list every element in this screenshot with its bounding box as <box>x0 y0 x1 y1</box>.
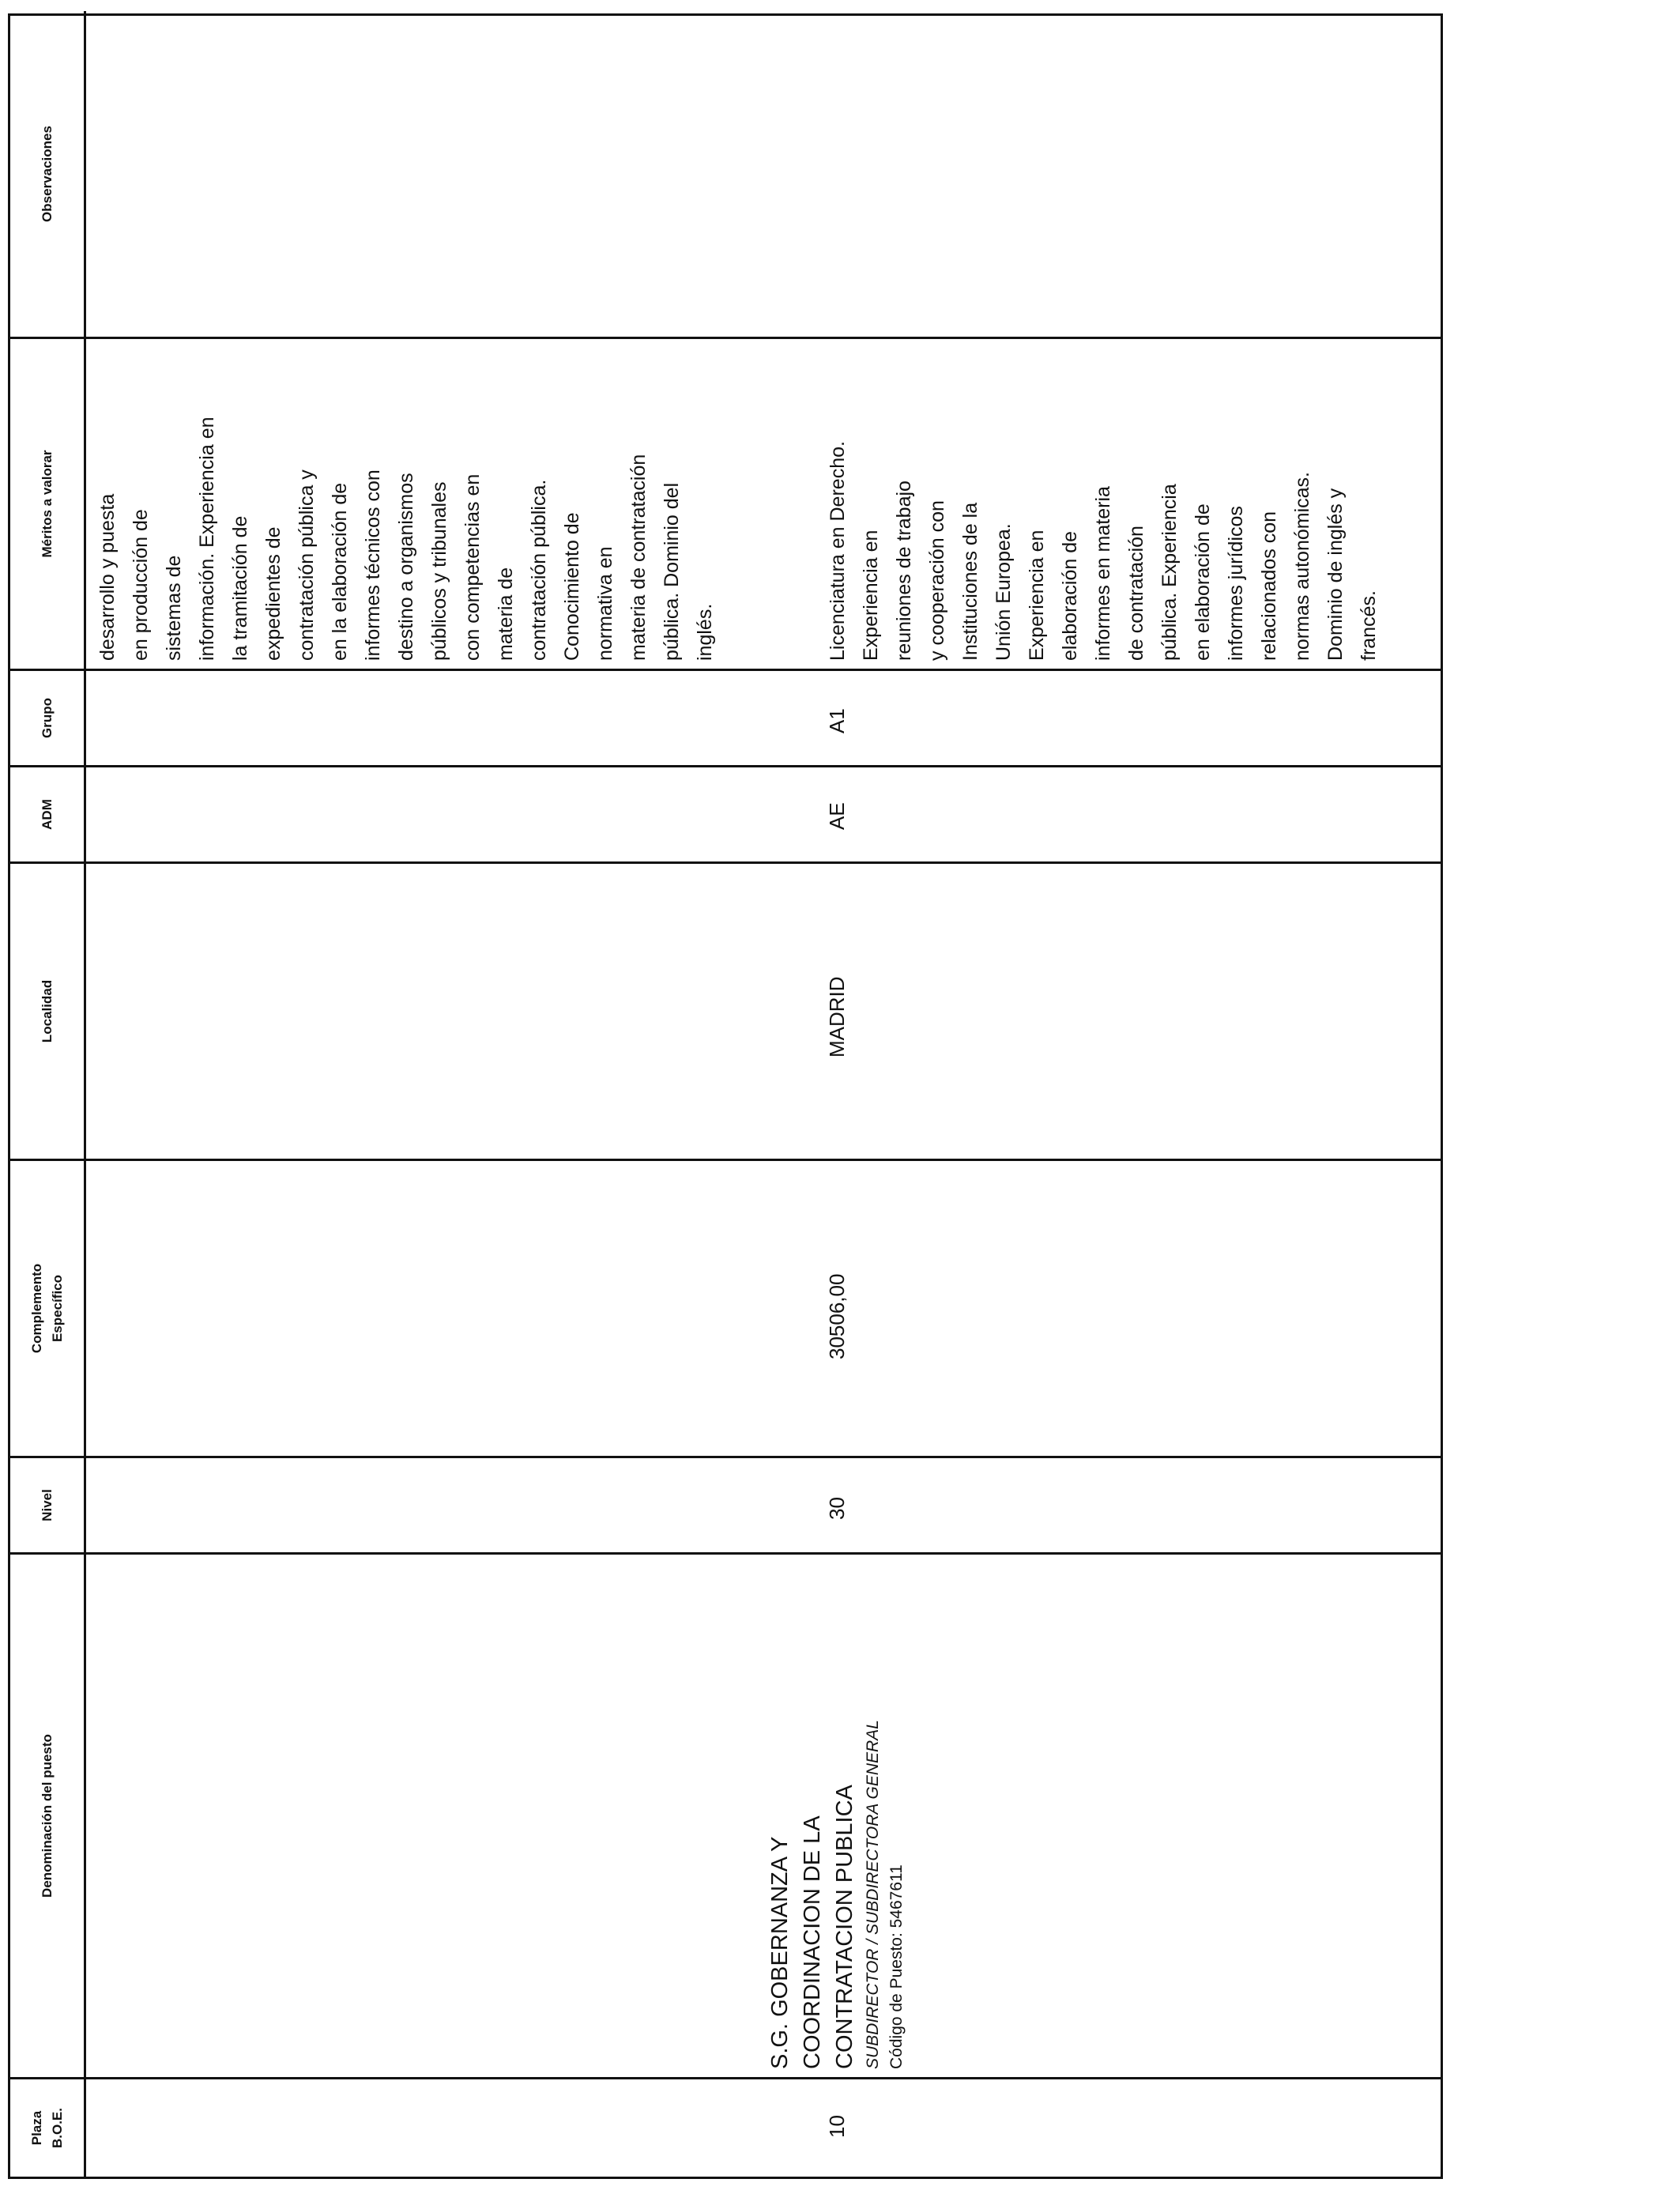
merit-line: informes jurídicos <box>1225 506 1247 661</box>
header-complemento-label: Complemento Específico <box>28 1263 65 1354</box>
cell-grupo <box>86 669 1441 765</box>
denominacion-block <box>764 1720 909 2069</box>
header-complemento <box>10 1159 86 1456</box>
merit-line: normativa en <box>594 546 616 661</box>
complemento-value: 30506,00 <box>825 1273 849 1359</box>
merit-line: públicos y tribunales <box>428 481 450 661</box>
merit-line: información. Experiencia en <box>196 417 218 661</box>
header-observaciones <box>10 11 86 337</box>
merit-line: sistemas de <box>163 555 185 661</box>
header-meritos <box>10 337 86 669</box>
header-localidad-label: Localidad <box>39 979 55 1043</box>
header-observaciones-label: Observaciones <box>39 126 55 222</box>
merit-line: informes en materia <box>1092 486 1114 661</box>
unit-line: S.G. GOBERNANZA Y <box>767 1836 793 2069</box>
merit-line: con competencias en <box>461 473 484 661</box>
header-denominacion-label: Denominación del puesto <box>39 1734 55 1898</box>
merit-line: inglés. <box>694 603 716 661</box>
merit-line: contratación pública. <box>528 479 550 661</box>
merit-line: la tramitación de <box>229 515 251 661</box>
cell-denominacion <box>86 1552 1441 2077</box>
header-adm-label: ADM <box>39 799 55 830</box>
unit-line: CONTRATACION PUBLICA <box>832 1785 857 2069</box>
merit-line: Experiencia en <box>860 530 882 661</box>
cell-complemento <box>86 1159 1441 1456</box>
merit-line: relacionados con <box>1258 511 1280 661</box>
header-meritos-label: Méritos a valorar <box>39 450 55 558</box>
vacancies-table <box>8 13 1443 2179</box>
header-nivel-label: Nivel <box>39 1489 55 1521</box>
cell-adm <box>86 765 1441 861</box>
merit-line: materia de <box>495 567 517 661</box>
merit-line: Dominio de inglés y <box>1324 488 1347 661</box>
merit-line: y cooperación con <box>926 500 948 661</box>
adm-value: AE <box>825 802 849 830</box>
header-denominacion <box>10 1552 86 2077</box>
merit-line: informes técnicos con <box>362 469 384 661</box>
header-localidad <box>10 861 86 1159</box>
meritos-continuation <box>91 417 721 662</box>
cell-nivel <box>86 1456 1441 1552</box>
cell-meritos <box>86 337 1441 669</box>
grupo-value: A1 <box>825 708 849 733</box>
merit-line: reuniones de trabajo <box>893 481 915 661</box>
merit-line: materia de contratación <box>627 454 650 661</box>
merit-line: de contratación <box>1125 526 1147 661</box>
merit-line: elaboración de <box>1059 530 1081 661</box>
merit-line: Licenciatura en Derecho. <box>827 441 849 661</box>
puesto-code: Código de Puesto: 5467611 <box>887 1864 906 2069</box>
merit-line: en producción de <box>130 509 152 661</box>
meritos-block <box>821 441 1385 661</box>
header-adm <box>10 765 86 861</box>
merit-line: normas autonómicas. <box>1291 471 1313 661</box>
merit-line: en elaboración de <box>1192 503 1214 661</box>
nivel-value: 30 <box>825 1497 849 1520</box>
merit-line: expedientes de <box>262 526 284 661</box>
merit-line: Experiencia en <box>1026 530 1048 661</box>
cell-plaza <box>86 2077 1441 2177</box>
merit-line: pública. Dominio del <box>661 482 683 661</box>
header-nivel <box>10 1456 86 1552</box>
merit-line: desarrollo y puesta <box>96 493 119 661</box>
merit-line: Conocimiento de <box>561 512 583 661</box>
cell-observaciones <box>86 11 1441 337</box>
merit-line: Instituciones de la <box>959 502 981 661</box>
merit-line: Unión Europea. <box>993 523 1015 661</box>
unit-line: COORDINACION DE LA <box>800 1815 825 2069</box>
merit-line: francés. <box>1358 590 1380 661</box>
merit-line: destino a organismos <box>395 473 417 661</box>
cell-localidad <box>86 861 1441 1159</box>
puesto-name: SUBDIRECTOR / SUBDIRECTORA GENERAL <box>864 1720 882 2069</box>
plaza-number: 10 <box>825 2115 849 2138</box>
merit-line: contratación pública y <box>296 469 318 661</box>
localidad-value: MADRID <box>825 976 849 1057</box>
merit-line: pública. Experiencia <box>1158 484 1181 661</box>
header-plaza <box>10 2077 86 2177</box>
header-grupo-label: Grupo <box>39 698 55 738</box>
merit-line: en la elaboración de <box>329 482 351 661</box>
header-grupo <box>10 669 86 765</box>
header-plaza-label: Plaza B.O.E. <box>28 2108 65 2149</box>
